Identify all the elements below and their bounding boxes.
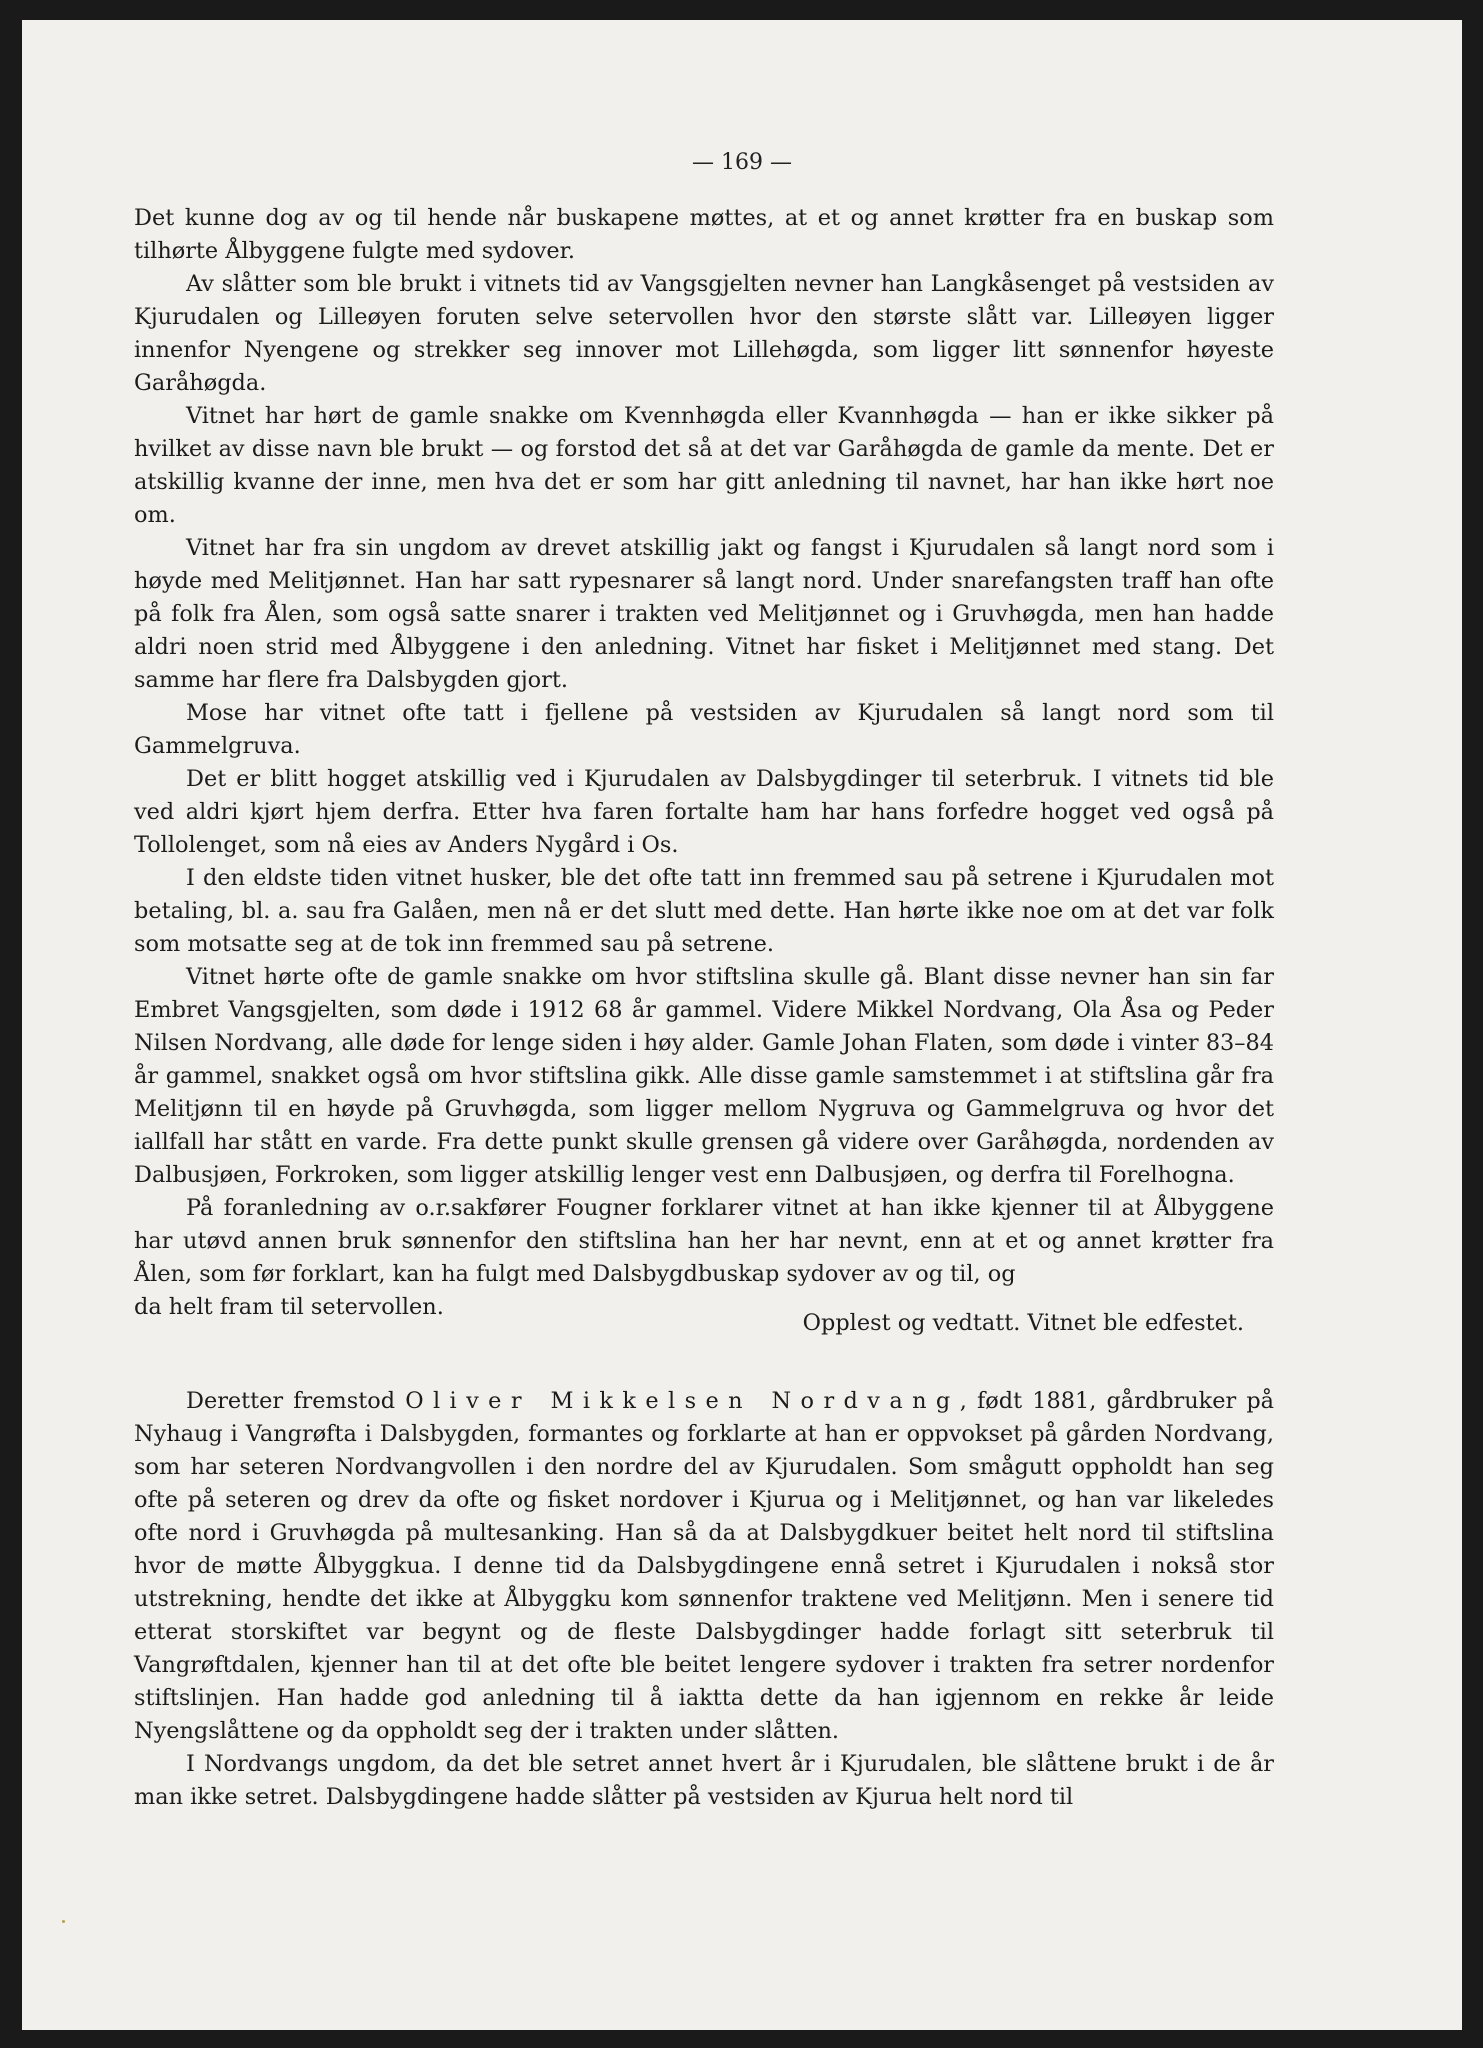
- paragraph: Vitnet hørte ofte de gamle snakke om hvor stiftslina skulle gå. Blant disse nevner han sin far Embret Vangsgjelten, som døde i 1912 68 år gammel. Videre Mikkel Nordvang, Ola Åsa og Peder Nilsen Nordvang, alle døde for lenge siden i høy alder. Gamle Johan Flaten, som døde i vinter 83–84 år gammel, snakket også om hvor stiftslina gikk. Alle disse gamle samstemmet i at stiftslina går fra Melitjønn til en høyde på Gruvhøgda, som ligger mellom Nygruva og Gammelgruva og hvor det iallfall har stått en varde. Fra dette punkt skulle grensen gå videre over Garåhøgda, nordenden av Dalbusjøen, Forkroken, som ligger atskillig lenger vest enn Dalbusjøen, og derfra til Forelhogna.: [134, 964, 1274, 1188]
- paragraph-witness-intro: [134, 1385, 1274, 1748]
- paragraph: Mose har vitnet ofte tatt i fjellene på vestsiden av Kjurudalen så langt nord som til Gammelgruva.: [134, 700, 1274, 759]
- signoff-row: [134, 1291, 1274, 1357]
- paragraph: Vitnet har hørt de gamle snakke om Kvennhøgda eller Kvannhøgda — han er ikke sikker på hvilket av disse navn ble brukt — og forstod det så at det var Garåhøgda de gamle da mente. Det er atskillig kvanne der inne, men hva det er som har gitt anledning til navnet, har han ikke hørt noe om.: [134, 403, 1274, 528]
- witness-name: Oliver Mikkelsen Nordvang: [405, 1388, 960, 1414]
- page-number: — 169 —: [692, 150, 792, 175]
- section-gap: [134, 1357, 1274, 1385]
- signoff-statement: Opplest og vedtatt. Vitnet ble edfestet.: [802, 1310, 1244, 1336]
- intro-text: Deretter fremstod: [186, 1388, 396, 1414]
- body-text: [134, 202, 1274, 1814]
- paragraph: Det er blitt hogget atskillig ved i Kjurudalen av Dalsbygdinger til seterbruk. I vitnets tid ble ved aldri kjørt hjem derfra. Etter hva faren fortalte ham har hans forfedre hogget ved også på Tollolenget, som nå eies av Anders Nygård i Os.: [134, 766, 1274, 858]
- paragraph: På foranledning av o.r.sakfører Fougner forklarer vitnet at han ikke kjenner til at Ålbyggene har utøvd annen bruk sønnenfor den stiftslina han her har nevnt, enn at et og annet krøtter fra Ålen, som før forklart, kan ha fulgt med Dalsbygdbuskap sydover av og til, og: [134, 1195, 1274, 1287]
- paragraph: Av slåtter som ble brukt i vitnets tid av Vangsgjelten nevner han Langkåsenget på vestsiden av Kjurudalen og Lilleøyen foruten selve setervollen hvor den største slått var. Lilleøyen ligger innenfor Nyengene og strekker seg innover mot Lillehøgda, som ligger litt sønnenfor høyeste Garåhøgda.: [134, 271, 1274, 396]
- document-page: [22, 20, 1462, 2030]
- paper-speck: [62, 1920, 65, 1923]
- witness-statement: , født 1881, gårdbruker på Nyhaug i Vangrøfta i Dalsbygden, formantes og forklarte at han er oppvokset på gården Nordvang, som har seteren Nordvangvollen i den nordre del av Kjurudalen. Som smågutt oppholdt han seg ofte på seteren og drev da ofte og fisket nordover i Kjurua og i Melitjønnet, og han var likeledes ofte nord i Gruvhøgda på multesanking. Han så da at Dalsbygdkuer beitet helt nord til stiftslina hvor de møtte Ålbyggkua. I denne tid da Dalsbygdingene ennå setret i Kjurudalen i nokså stor utstrekning, hendte det ikke at Ålbyggku kom sønnenfor traktene ved Melitjønn. Men i senere tid etterat storskiftet var begynt og de fleste Dalsbygdinger hadde forlagt sitt seterbruk til Vangrøftdalen, kjenner han til at det ofte ble beitet lengere sydover i trakten fra setrer nordenfor stiftslinjen. Han hadde god anledning til å iaktta dette da han igjennom en rekke år leide Nyengslåttene og da oppholdt seg der i trakten under slåtten.: [134, 1388, 1275, 1744]
- paragraph-end: da helt fram til setervollen.: [134, 1294, 444, 1320]
- paragraph: Vitnet har fra sin ungdom av drevet atskillig jakt og fangst i Kjurudalen så langt nord som i høyde med Melitjønnet. Han har satt rypesnarer så langt nord. Under snarefangsten traff han ofte på folk fra Ålen, som også satte snarer i trakten ved Melitjønnet og i Gruvhøgda, men han hadde aldri noen strid med Ålbyggene i den anledning. Vitnet har fisket i Melitjønnet med stang. Det samme har flere fra Dalsbygden gjort.: [134, 535, 1274, 693]
- paragraph: I Nordvangs ungdom, da det ble setret annet hvert år i Kjurudalen, ble slåttene brukt i de år man ikke setret. Dalsbygdingene hadde slåtter på vestsiden av Kjurua helt nord til: [134, 1751, 1274, 1810]
- paragraph: Det kunne dog av og til hende når buskapene møttes, at et og annet krøtter fra en buskap som tilhørte Ålbyggene fulgte med sydover.: [134, 205, 1274, 264]
- paragraph: I den eldste tiden vitnet husker, ble det ofte tatt inn fremmed sau på setrene i Kjurudalen mot betaling, bl. a. sau fra Galåen, men nå er det slutt med dette. Han hørte ikke noe om at det var folk som motsatte seg at de tok inn fremmed sau på setrene.: [134, 865, 1274, 957]
